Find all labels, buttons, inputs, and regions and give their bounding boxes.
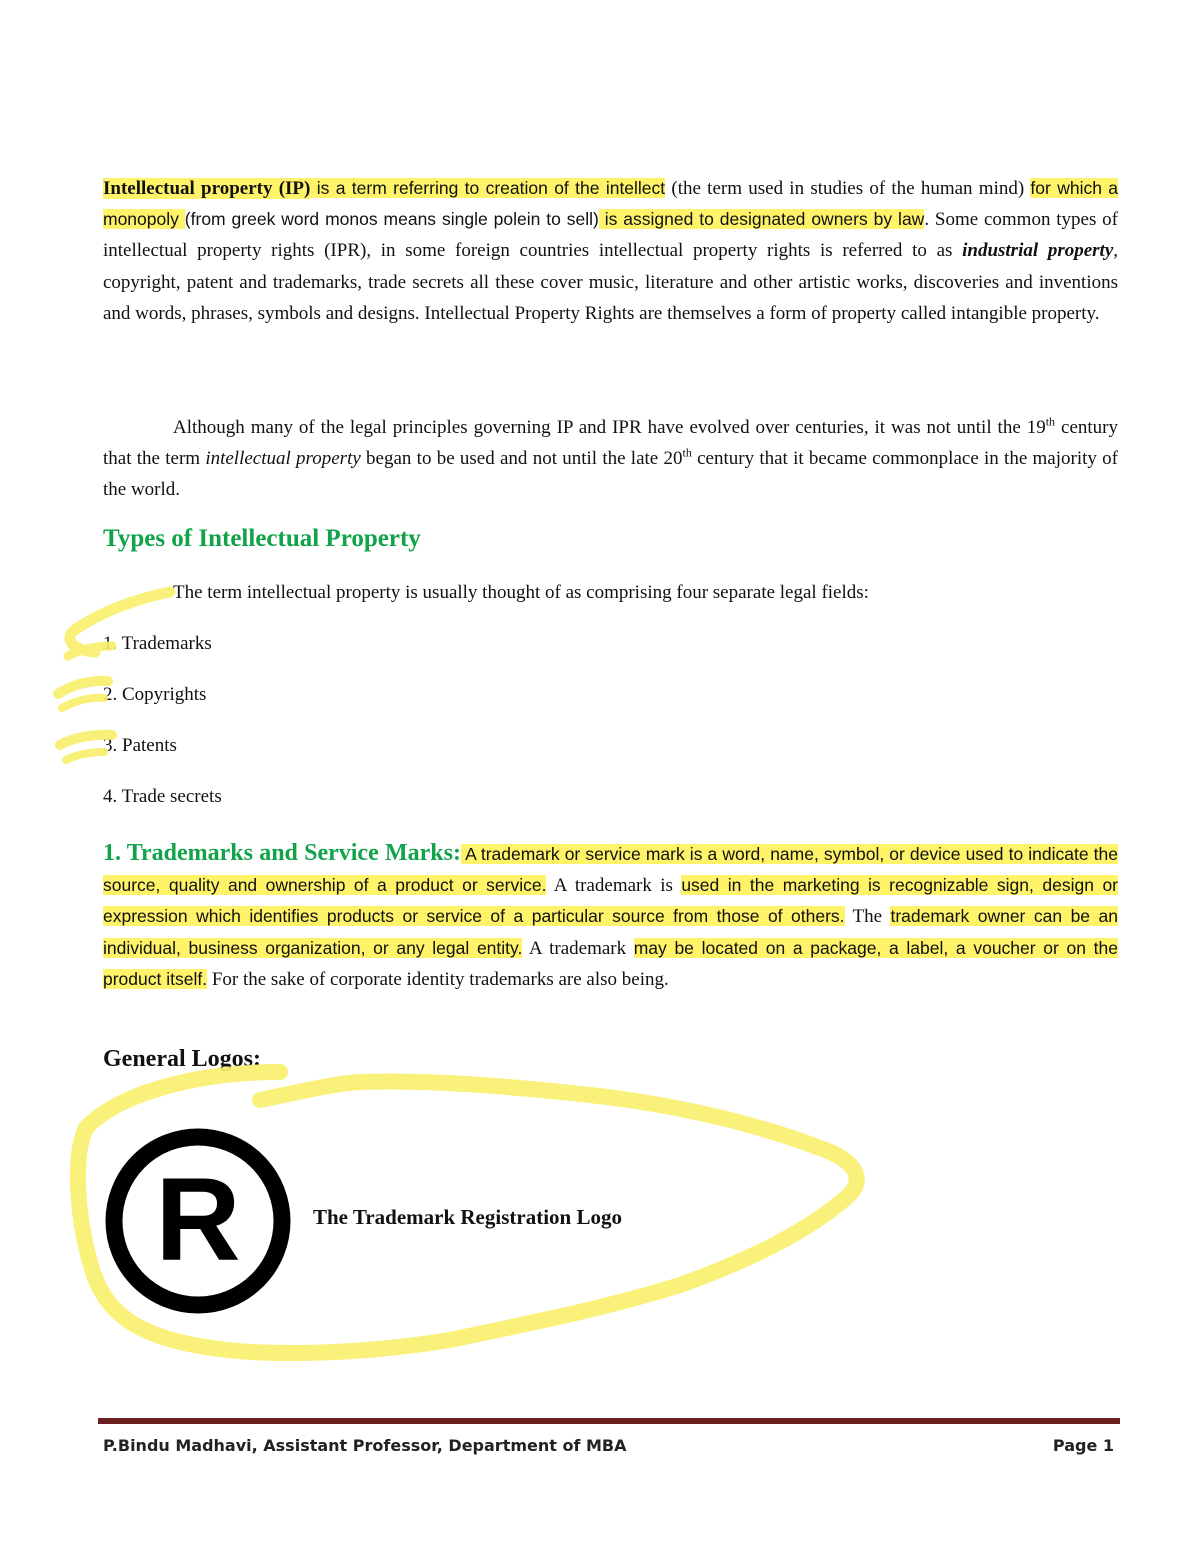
marker-stroke: [66, 752, 104, 760]
body-text: A trademark is: [546, 875, 682, 897]
body-text: Although many of the legal principles governing IP and IPR have evolved over centuries, it was not until the 19: [173, 417, 1046, 438]
body-text: began to be used and not until the late 20: [360, 448, 683, 470]
highlight-text: for which a monopoly: [103, 178, 1119, 230]
body-text: century that the term: [103, 417, 1118, 470]
highlight-text: Intellectual property (IP): [103, 178, 311, 199]
paragraph-trademarks: [103, 838, 1118, 995]
list-item: 4. Trade secrets: [103, 786, 222, 807]
registered-trademark-icon: [103, 1126, 293, 1316]
list-item: 3. Patents: [103, 735, 177, 756]
body-text: A trademark: [522, 937, 634, 959]
highlight-text: A trademark or service mark is a word, name, symbol, or device used to indicate the source, quality and ownership of a product or service.: [103, 844, 1118, 896]
superscript: th: [682, 445, 692, 460]
marker-stroke: [62, 698, 104, 708]
highlight-text: is a term referring to creation of the intellect: [310, 178, 666, 198]
list-item: 2. Copyrights: [103, 684, 207, 705]
footer-page-number: Page 1: [1052, 1436, 1114, 1455]
emphasis-text: intellectual property: [205, 448, 361, 470]
general-logos-heading: General Logos:: [103, 1046, 261, 1072]
highlight-text: used in the marketing is recognizable sign, design or expression which identifies products or service of a particular source from those of others.: [103, 875, 1119, 927]
highlight-text: trademark owner can be an individual, business organization, or any legal entity.: [103, 906, 1118, 958]
highlight-text: may be located on a package, a label, a voucher or on the product itself.: [103, 937, 1118, 989]
paragraph-history: [103, 412, 1118, 506]
section-heading-types: Types of Intellectual Property: [103, 525, 421, 552]
emphasis-text: industrial property: [962, 240, 1114, 262]
marker-stroke: [58, 681, 108, 694]
superscript: th: [1045, 414, 1056, 429]
body-text: The: [844, 906, 891, 928]
logo-symbol: R: [155, 1154, 241, 1286]
body-text: For the sake of corporate identity trademarks are also being.: [207, 968, 669, 990]
body-text: (the term used in studies of the human mind): [665, 178, 1031, 199]
body-text: , copyright, patent and trademarks, trade secrets all these cover music, literature and other artistic works, discoveries and inventions and words, phrases, symbols and designs. Intellectual Property Rights are themselves a form of property called intangible property.: [103, 240, 1118, 324]
body-text: . Some common types of intellectual property rights (IPR), in some foreign countries intellectual property rights is referred to as: [103, 209, 1118, 262]
footer-divider: [98, 1418, 1120, 1424]
body-text: (from greek word monos means single polein to sell): [184, 209, 599, 230]
paragraph-ip-definition: [103, 173, 1118, 329]
highlight-text: is assigned to designated owners by law: [598, 209, 925, 230]
footer-author: P.Bindu Madhavi, Assistant Professor, Department of MBA: [103, 1436, 627, 1455]
trademarks-title: 1. Trademarks and Service Marks:: [103, 840, 461, 866]
body-text: century that it became commonplace in the majority of the world.: [103, 448, 1118, 501]
list-item: 1. Trademarks: [103, 633, 212, 654]
logo-caption: The Trademark Registration Logo: [313, 1205, 622, 1229]
types-intro: The term intellectual property is usually thought of as comprising four separate legal fields:: [173, 582, 869, 603]
